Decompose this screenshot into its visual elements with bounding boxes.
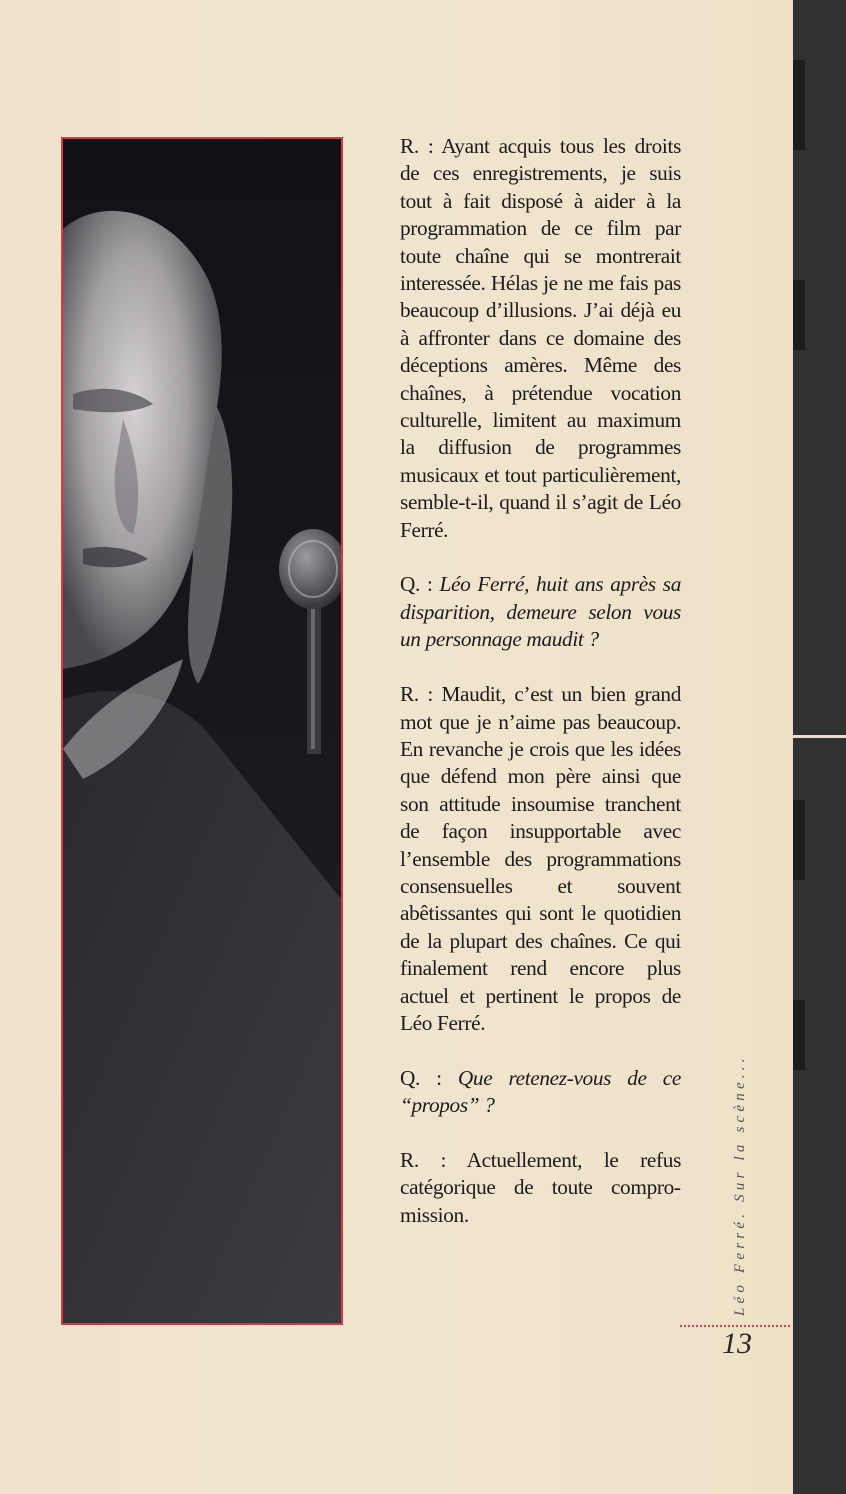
answer-paragraph-3 [400,1147,681,1229]
answer-prefix: R. : [400,134,442,158]
spine-notch [793,800,805,880]
spine-notch [793,60,805,150]
answer-prefix: R. : [400,1147,467,1172]
question-text: Que retenez-vous de ce “propos” ? [400,1065,681,1118]
answer-text: Actuellement, le refus catégorique de toute compromission. [400,1147,682,1227]
answer-paragraph-2 [400,681,681,1037]
concert-photo [61,137,343,1325]
answer-prefix: R. : [400,682,442,707]
running-title: Léo Ferré. Sur la scène... [732,1054,748,1316]
question-prefix: Q. : [400,572,440,597]
interview-text [400,133,681,1257]
spine-notch [793,1000,805,1070]
answer-text: Maudit, c’est un bien grand mot que je n’aime pas beaucoup. En revanche je crois que les idées que défend mon père ainsi que son attitude insoumise tranchent de façon insupportable avec l’ensemble des programmations consensuelles et souvent abêtissantes qui sont le quotidien de la plupart des chaînes. Ce qui finalement rend encore plus actuel et pertinent le propos de Léo Ferré. [400,682,681,1035]
answer-paragraph-1 [400,133,681,544]
question-paragraph-1 [400,571,681,653]
singer-portrait-image [63,139,341,1323]
question-paragraph-2 [400,1065,681,1120]
spine-gap [793,735,846,738]
question-text: Léo Ferré, huit ans après sa disparition, demeure selon vous un personnage maudit ? [400,572,681,652]
page-number: 13 [722,1327,752,1360]
binding-spine [793,0,846,1494]
question-prefix: Q. : [400,1065,458,1090]
spine-notch [793,280,805,350]
answer-text: Ayant acquis tous les droits de ces enregistrements, je suis tout à fait disposé à aider à la programmation de ce film par toute chaîne qui se montrerait interessée. Hélas je ne me fais pas beaucoup d’illusions. J’ai déjà eu à affronter dans ce domaine des déceptions amères. Même des chaînes, à prétendue vocation culturelle, limitent au maximum la diffusion de programmes musicaux et tout particulièrement, semble-t-il, quand il s’agit de Léo Ferré. [400,134,682,542]
